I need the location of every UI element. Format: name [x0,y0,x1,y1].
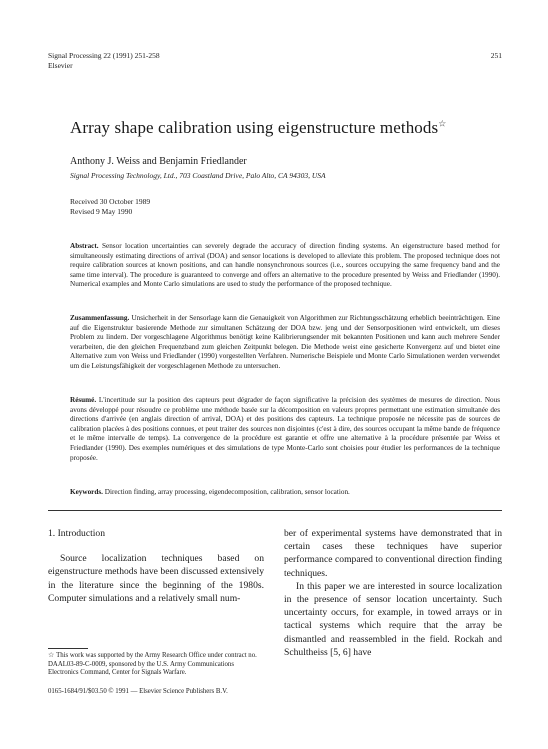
received-date: Received 30 October 1989 [70,197,151,206]
abstract-french-text: L'incertitude sur la position des capteurs peut dégrader de façon significative la précision des systèmes de mesures de direction. Nous avons développé pour résoudre ce problème une méthode basée sur la décomposition en valeurs propres permettant une estimation simultanée des directions d'arrivée (en anglais direction of arrival, DOA) et des positions des capteurs. La technique proposée ne nécessite pas de sources de calibration placées à des positions connues, et peut traiter des sources non disjointes (c'est à dire, des sources occupant la même bande de fréquence et le même intervalle de temps). La convergence de la procédure est garantie et offre une alternative à la procédure présentée par Weiss et Friedlander (1990). Des exemples numériques et des simulations de type Monte-Carlo sont choisies pour étudier les performances de la technique proposée. [70,396,500,462]
intro-paragraph-right-1: ber of experimental systems have demonstrated that in certain cases these techniques have superior performance compared to conventional direction finding techniques. [284,528,502,579]
abstract-german-label: Zusammenfassung. [70,314,130,322]
page-number: 251 [490,51,502,60]
footnote-marker: ☆ [48,652,55,659]
left-column [48,527,264,605]
journal-citation [48,51,160,71]
footnote-text: This work was supported by the Army Research Office under contract no. DAAL03-89-C-0009, sponsored by the U.S. Army Communications Electronics Command, Center for Signals Warfare. [48,652,257,677]
affiliation: Signal Processing Technology, Ltd., 703 Coastland Drive, Palo Alto, CA 94303, USA [70,171,326,180]
keywords-text: Direction finding, array processing, eigendecomposition, calibration, sensor location. [104,488,350,496]
intro-paragraph-left: Source localization techniques based on eigenstructure methods have been discussed extensively in the literature since the beginning of the 1980s. Computer simulations and a relatively small num- [48,553,264,604]
abstract-english [70,242,500,290]
footnote-divider [48,648,88,649]
paper-title [70,118,446,138]
footnote [48,652,264,678]
journal-line-1: Signal Processing 22 (1991) 251-258 [48,51,160,60]
paper-title-text: Array shape calibration using eigenstructure methods [70,118,439,137]
section-divider [48,510,502,511]
abstract-german-text: Unsicherheit in der Sensorlage kann die Genauigkeit von Algorithmen zur Richtungsschätzung erheblich beeinträchtigen. Eine auf die Eigenstruktur basierende Methode zur simultanen Schätzung der DOA bzw. jeng und der Sensorpositionen wird entwickelt, um dieses Problem zu lindern. Der vorgeschlagene Algorithmus benötigt keine Kalibrierungsender mit bekannten Positionen und kann auch mehrere Sender verarbeiten, die den gleichen Frequenzband zum gleichen Zeitpunkt belegen. Die Methode weist eine gesicherte Konvergenz auf und bietet eine Alternative zum von Weiss und Friedlander (1990) vorgestellten Verfahren. Numerische Beispiele und Monte Carlo Simulationen werden verwendet um die Leistungsfähigkeit der vorgeschlagenen Methode zu untersuchen. [70,314,500,370]
keywords [70,488,500,498]
intro-paragraph-right-2: In this paper we are interested in source localization in the presence of sensor location uncertainty. Such uncertainty occurs, for example, in towed arrays or in tactical systems which require that the array be dismantled and reassembled in the field. Rockah and Schultheiss [5, 6] have [284,580,502,658]
issn-line: 0165-1684/91/$03.50 © 1991 — Elsevier Science Publishers B.V. [48,688,228,695]
abstract-english-label: Abstract. [70,242,99,250]
right-column [284,527,502,659]
abstract-english-text: Sensor location uncertainties can severely degrade the accuracy of direction finding systems. An eigenstructure based method for simultaneously estimating directions of arrival (DOA) and sensor locations is developed to alleviate this problem. The proposed technique does not require calibration sources at known positions, and can handle nonsynchronous sources (i.e., sources occupying the same frequency band and the same time interval). The procedure is guaranteed to converge and offers an alternative to the procedure presented by Weiss and Friedlander (1990). Numerical examples and Monte Carlo simulations are used to study the performance of the proposed technique. [70,242,500,289]
revised-date: Revised 9 May 1990 [70,207,133,216]
abstract-german [70,314,500,372]
section-heading: 1. Introduction [48,528,106,539]
submission-dates [70,197,150,217]
abstract-french [70,396,500,463]
abstract-french-label: Résumé. [70,396,97,404]
keywords-label: Keywords. [70,488,103,496]
title-footnote-marker: ☆ [438,118,447,129]
journal-line-2: Elsevier [48,61,73,70]
authors: Anthony J. Weiss and Benjamin Friedlander [70,156,247,167]
